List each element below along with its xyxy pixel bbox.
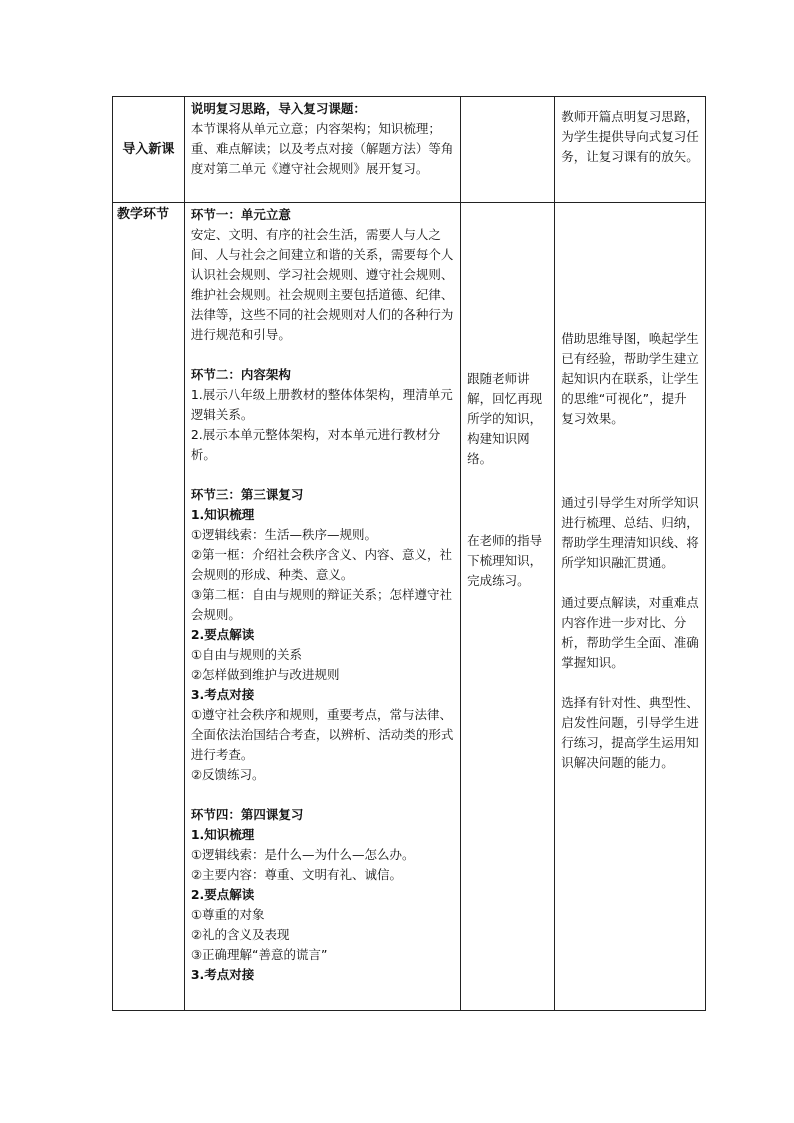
section-3-item: ②怎样做到维护与改进规则 <box>190 667 340 682</box>
intro-body: 本节课将从单元立意；内容架构；知识梳理；重、难点解读；以及考点对接（解题方法）等角度对第二单元《遵守社会规则》展开复习。 <box>190 121 454 176</box>
section-2-item: 1.展示八年级上册教材的整体体架构，理清单元逻辑关系。 <box>190 387 453 422</box>
teaching-content <box>184 203 460 1011</box>
design-intent-4: 选择有针对性、典型性、启发性问题，引导学生进行练习，提高学生运用知识解决问题的能力。 <box>561 695 699 770</box>
section-3-item: ②反馈练习。 <box>190 767 265 782</box>
section-4-item: ②礼的含义及表现 <box>190 927 290 942</box>
table-row-intro <box>113 97 706 203</box>
section-3-item: ③第二框：自由与规则的辩证关系；怎样遵守社会规则。 <box>190 587 453 622</box>
section-4-heading-3: 3.考点对接 <box>190 967 255 982</box>
section-1-title: 环节一：单元立意 <box>190 207 291 222</box>
design-intent-2: 通过引导学生对所学知识进行梳理、总结、归纳，帮助学生理清知识线、将所学知识融汇贯通。 <box>561 495 699 570</box>
intro-content <box>184 97 460 203</box>
section-4-item: ①逻辑线索：是什么—为什么—怎么办。 <box>190 847 415 862</box>
design-intent-1: 借助思维导图，唤起学生已有经验，帮助学生建立起知识内在联系，让学生的思维“可视化”，提升复习效果。 <box>561 331 699 426</box>
student-activity-2: 在老师的指导下梳理知识，完成练习。 <box>467 533 543 588</box>
section-4-item: ①尊重的对象 <box>190 907 265 922</box>
section-4-title: 环节四：第四课复习 <box>190 807 304 822</box>
section-4-item: ③正确理解“善意的谎言” <box>190 947 328 962</box>
row-label-intro: 导入新课 <box>113 97 185 203</box>
section-4-heading-1: 1.知识梳理 <box>190 827 255 842</box>
teaching-student-activity <box>461 203 555 1011</box>
table-row-teaching <box>113 203 706 1011</box>
section-3-heading-2: 2.要点解读 <box>190 627 255 642</box>
section-3-heading-1: 1.知识梳理 <box>190 507 255 522</box>
student-activity-1: 跟随老师讲解，回忆再现所学的知识，构建知识网络。 <box>467 371 543 466</box>
intro-design-intent <box>555 97 706 203</box>
section-3-item: ①自由与规则的关系 <box>190 647 303 662</box>
section-2-item: 2.展示本单元整体架构，对本单元进行教材分析。 <box>190 427 441 462</box>
section-4-item: ②主要内容：尊重、文明有礼、诚信。 <box>190 867 403 882</box>
lesson-plan-page <box>112 96 706 1011</box>
intro-student-activity <box>461 97 555 203</box>
intro-intent-text: 教师开篇点明复习思路，为学生提供导向式复习任务，让复习课有的放矢。 <box>561 109 699 164</box>
section-4-heading-2: 2.要点解读 <box>190 887 255 902</box>
section-3-item: ①遵守社会秩序和规则，重要考点，常与法律、全面依法治国结合考查，以辨析、活动类的形式进行考查。 <box>190 707 454 762</box>
section-3-item: ①逻辑线索：生活—秩序—规则。 <box>190 527 378 542</box>
teaching-design-intent <box>555 203 706 1011</box>
intro-title: 说明复习思路，导入复习课题： <box>190 101 366 116</box>
section-1-body: 安定、文明、有序的社会生活，需要人与人之间、人与社会之间建立和谐的关系，需要每个人认识社会规则、学习社会规则、遵守社会规则、维护社会规则。社会规则主要包括道德、纪律、法律等，这些不同的社会规则对人们的各种行为进行规范和引导。 <box>190 227 454 342</box>
section-2-title: 环节二：内容架构 <box>190 367 291 382</box>
lesson-plan-table <box>112 96 706 1011</box>
section-3-heading-3: 3.考点对接 <box>190 687 255 702</box>
section-3-item: ②第一框：介绍社会秩序含义、内容、意义，社会规则的形成、种类、意义。 <box>190 547 453 582</box>
row-label-teaching: 教学环节 <box>113 203 185 1011</box>
design-intent-3: 通过要点解读，对重难点内容作进一步对比、分析，帮助学生全面、准确掌握知识。 <box>561 595 699 670</box>
section-3-title: 环节三：第三课复习 <box>190 487 304 502</box>
